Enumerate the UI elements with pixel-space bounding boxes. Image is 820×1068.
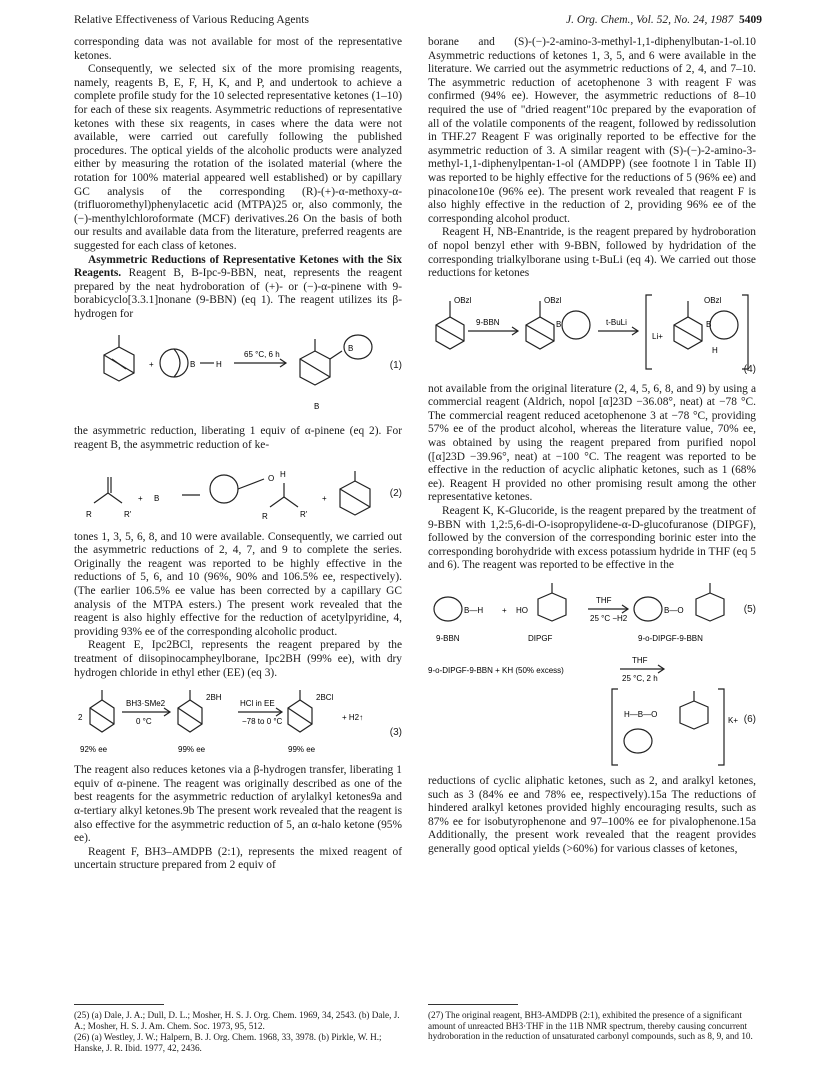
eq1-product-boron: B [348, 344, 354, 354]
hydrogen-label: H [216, 360, 222, 370]
eq3-ee-2: 99% ee [178, 745, 206, 755]
eq3-product-2: 2BCl [316, 693, 334, 703]
journal-citation: J. Org. Chem., Vol. 52, No. 24, 1987 [565, 14, 734, 26]
eq5-condition-2: 25 °C −H2 [590, 614, 628, 623]
eq3-product-1: 2BH [206, 693, 222, 703]
eq5-name-1: 9-BBN [436, 634, 460, 643]
eq1-condition: 65 °C, 6 h [244, 350, 280, 360]
eq6-hbo: H—B—O [624, 710, 658, 719]
running-header-title: Relative Effectiveness of Various Reducing Agents [74, 14, 309, 26]
equation-number: (5) [743, 604, 756, 615]
plus-sign: + [502, 606, 507, 615]
eq4-reagent-1: 9-BBN [476, 317, 500, 327]
plus-sign: + [149, 360, 154, 370]
eq3-condition-1: 0 °C [136, 717, 152, 727]
r-group: R [262, 511, 268, 521]
paragraph: Reagent H, NB-Enantride, is the reagent prepared by hydroboration of nopol benzyl ether with 9-BBN, followed by hydridation of the corresponding trialkylborane using t-BuLi (eq 4). We carried out those reductions for ketones [428, 226, 756, 280]
equation-number: (2) [389, 487, 402, 499]
eq4-lithium: Li+ [652, 331, 663, 341]
equation-4 [428, 287, 756, 377]
eq4-hydride: H [712, 345, 718, 355]
r-group: R [86, 509, 92, 519]
eq3-reagent-1: BH3·SMe2 [126, 699, 166, 709]
paragraph: Reagent K, K-Glucoride, is the reagent prepared by the treatment of 9-BBN with 1,2:5,6-di-O-isopropylidene-α-D-glucofuranose (DIPGF), followed by the conversion of the corresponding borinic ester into the corresponding borohydride with excess potassium hydride in THF (eq 5 and 6). The reagent was reported to be effective in the [428, 505, 756, 572]
equation-3 [74, 686, 402, 758]
eq6-text: 9-o-DIPGF-9-BBN + KH (50% excess) [428, 666, 564, 675]
equation-number: (1) [389, 360, 402, 372]
footnote-rule [428, 1004, 518, 1005]
equation-6-scheme [428, 655, 756, 769]
eq3-condition-2: −78 to 0 °C [242, 717, 283, 727]
section-body: Reagent B, B-Ipc-9-BBN, neat, represents the reagent prepared by the neat hydroboration of (+)- or (−)-α-pinene with 9-borabicyclo[3.3.1]nonane (9-BBN) (eq 1). The reagent utilizes its β-hydrogen for [74, 267, 402, 320]
equation-1-scheme [74, 327, 402, 419]
equation-3-scheme [74, 686, 402, 758]
eq4-reagent-2: t-BuLi [606, 317, 627, 327]
paragraph: Reagent F, BH3–AMDPB (2:1), represents the mixed reagent of uncertain structure prepared from 2 equiv of [74, 845, 402, 872]
hydrogen-label: H [280, 469, 286, 479]
footnote: (25) (a) Dale, J. A.; Dull, D. L.; Mosher, H. S. J. Org. Chem. 1969, 34, 2543. (b) Dale, J. A.; Mosher, H. S. J. Am. Chem. Soc. 1973, 95, 512. [74, 1010, 400, 1031]
eq3-reagent-2: HCl in EE [240, 699, 275, 709]
eq4-obzl-2: OBzl [544, 295, 562, 305]
equation-number: (6) [743, 714, 756, 725]
section-paragraph [74, 254, 402, 322]
eq5-condition-1: THF [596, 596, 612, 605]
eq5-name-3: 9-o-DIPGF-9-BBN [638, 634, 703, 643]
equation-1 [74, 327, 402, 419]
equation-6 [428, 655, 756, 769]
eq5-name-2: DIPGF [528, 634, 553, 643]
r-prime-group: R' [124, 509, 132, 519]
eq3-hydrogen: + H2↑ [342, 713, 364, 723]
equation-number: (3) [389, 727, 402, 739]
running-header-citation [566, 14, 762, 26]
equation-4-scheme [428, 287, 756, 377]
paragraph: tones 1, 3, 5, 6, 8, and 10 were available. Consequently, we carried out the asymmetric reductions of 2, 4, 7, and 9 to complete the series. Originally the reagent was reported to be highly effective in the reductions of 5, 6, and 10 (96%, 90% and 106.5% ee, respectively). (The earlier 106.5% ee value has been corrected by a capillary GC analysis of the MTPA esters.) The present work revealed that the reagent is also highly effective for the reduction of acetylpyridine, 4, providing 93% ee of the corresponding alcoholic product. [74, 530, 402, 638]
footnote: (27) The original reagent, BH3-AMDPB (2:1), exhibited the presence of a significant amount of unreacted BH3·THF in the 11B NMR spectrum, thereby causing concurrent hydroboration in the reduction of unsaturated carbonyl compounds, such as 8, 9, and 10. [428, 1010, 753, 1041]
footnotes-left [74, 1010, 402, 1054]
eq4-boron-2: B [706, 319, 712, 329]
eq4-obzl-3: OBzl [704, 295, 722, 305]
footnote: (26) (a) Westley, J. W.; Halpern, B. J. Org. Chem. 1968, 33, 3978. (b) Pirkle, W. H.; Hanske, J. R. Ibid. 1977, 42, 2436. [74, 1032, 382, 1053]
paragraph: Reagent E, Ipc2BCl, represents the reagent prepared by the treatment of diisopinocampheylborane, Ipc2BH (99% ee), with dry hydrogen chloride in ethyl ether (EE) (eq 3). [74, 639, 402, 679]
left-column [74, 36, 402, 873]
equation-number: (4) [743, 363, 756, 375]
plus-sign: + [138, 493, 143, 503]
oxygen-label: O [268, 473, 275, 483]
r-prime-group: R' [300, 509, 308, 519]
footnotes-right [428, 1010, 756, 1043]
eq3-ee-1: 92% ee [80, 745, 108, 755]
eq4-obzl-1: OBzl [454, 295, 472, 305]
eq3-coefficient: 2 [78, 713, 83, 723]
plus-sign: + [322, 493, 327, 503]
section-heading: Asymmetric Reductions of Representative Ketones with the Six Reagents. [74, 253, 402, 280]
eq1-product-label: B [314, 402, 320, 412]
paragraph: borane and (S)-(−)-2-amino-3-methyl-1,1-diphenylbutan-1-ol.10 Asymmetric reductions of ketones 1, 3, 5, and 6 were available in the literature. We carried out the asymmetric reductions of 2, 4, and 7–10. The asymmetric reduction of acetophenone 3 with reagent F was confirmed (94% ee). However, the asymmetric reductions of 8–10 required the use of "dried reagent"10c prepared by the evaporation of all of the volatile components of the reagent, followed by redissolution in THF.27 Reagent F was originally reported to be effective for the asymmetric reduction of 3. A similar reagent with (S)-(−)-2-amino-3-methyl-1,1-diphenylpentan-1-ol (AMDPP) (see footnote l in Table II) was reported to be highly effective for the reductions of 5 (96% ee) and pinacolone10e (96% ee). The present work revealed that reagent F is also highly effective in the reduction of 2, providing 96% ee of the corresponding alcohol product. [428, 36, 756, 225]
equation-5 [428, 579, 756, 649]
footnote-rule [74, 1004, 164, 1005]
boron-label: B [154, 493, 160, 503]
eq5-bh: B—H [464, 606, 484, 615]
paragraph: the asymmetric reduction, liberating 1 equiv of α-pinene (eq 2). For reagent B, the asymmetric reduction of ke- [74, 425, 402, 452]
equation-5-scheme [428, 579, 756, 649]
eq6-condition-2: 25 °C, 2 h [622, 674, 658, 683]
eq6-condition-1: THF [632, 656, 648, 665]
equation-2 [74, 459, 402, 525]
paragraph: corresponding data was not available for most of the representative ketones. [74, 36, 402, 62]
eq6-potassium: K+ [728, 716, 739, 725]
paragraph: not available from the original literature (2, 4, 5, 6, 8, and 9) by using a commercial reagent (Aldrich, nopol [α]23D −36.08°, neat) at −78 °C. The commercial reagent reduced acetophenone 3 at −78 °C, providing 57% ee of the product alcohol, whereas the literature value, 70% ee, was obtained by using the reagent prepared from purified nopol ([α]23D −39.96°, neat) at −100 °C. The reagent was reported to be effective in the reduction of acyclic aliphatic ketones, such as 1 (68% ee). Reagent H provided no other promising result among the other representative ketones. [428, 382, 756, 504]
paragraph: Consequently, we selected six of the more promising reagents, namely, reagents B, E, F, H, K, and P, and undertook to achieve a complete profile study for the 10 selected representative ketones (1–10) for each of these six reagents. Asymmetric reductions of representative ketones with these six reagents, in cases where the data were not available, were carried out carefully following the published procedures. The optical yields of the alcoholic products were analyzed either by measuring the rotation of the isolated material (where the rotation for 100% material appeared well established) or by capillary GC analysis of the corresponding (R)-(+)-α-methoxy-α-(trifluoromethyl)phenylacetic acid (MTPA)25 or, also commonly, the (−)-menthylchloroformate (MCF) derivatives.26 On the basis of both our results and available data from the literature, preferred reagents are suggested for each class of ketones. [74, 63, 402, 252]
page-number: 5409 [739, 14, 762, 26]
equation-2-scheme [74, 459, 402, 525]
eq5-bo: B—O [664, 606, 684, 615]
boron-label: B [190, 360, 196, 370]
paragraph: reductions of cyclic aliphatic ketones, such as 2, and aralkyl ketones, such as 3 (84% ee and 78% ee, respectively).15a The reductions of hindered aralkyl ketones provided highly encouraging results, such as 87% ee for isobutyrophenone and 97–100% ee for pivalophenone.15a Additionally, the present work revealed that the reagent provides generally good optical yields (>60%) for various classes of ketones, [428, 775, 756, 855]
eq4-boron-1: B [556, 319, 562, 329]
paragraph: The reagent also reduces ketones via a β-hydrogen transfer, liberating 1 equiv of α-pinene. The reagent was originally described as one of the best reagents for the asymmetric reduction of arylalkyl ketones9a and α-tertiary alkyl ketones.9b The present work revealed that the reagent is also effective for the asymmetric reduction of 5, an α-halo ketone (95% ee). [74, 764, 402, 845]
eq3-ee-3: 99% ee [288, 745, 316, 755]
eq5-hydroxyl: HO [516, 606, 528, 615]
right-column [428, 36, 756, 857]
